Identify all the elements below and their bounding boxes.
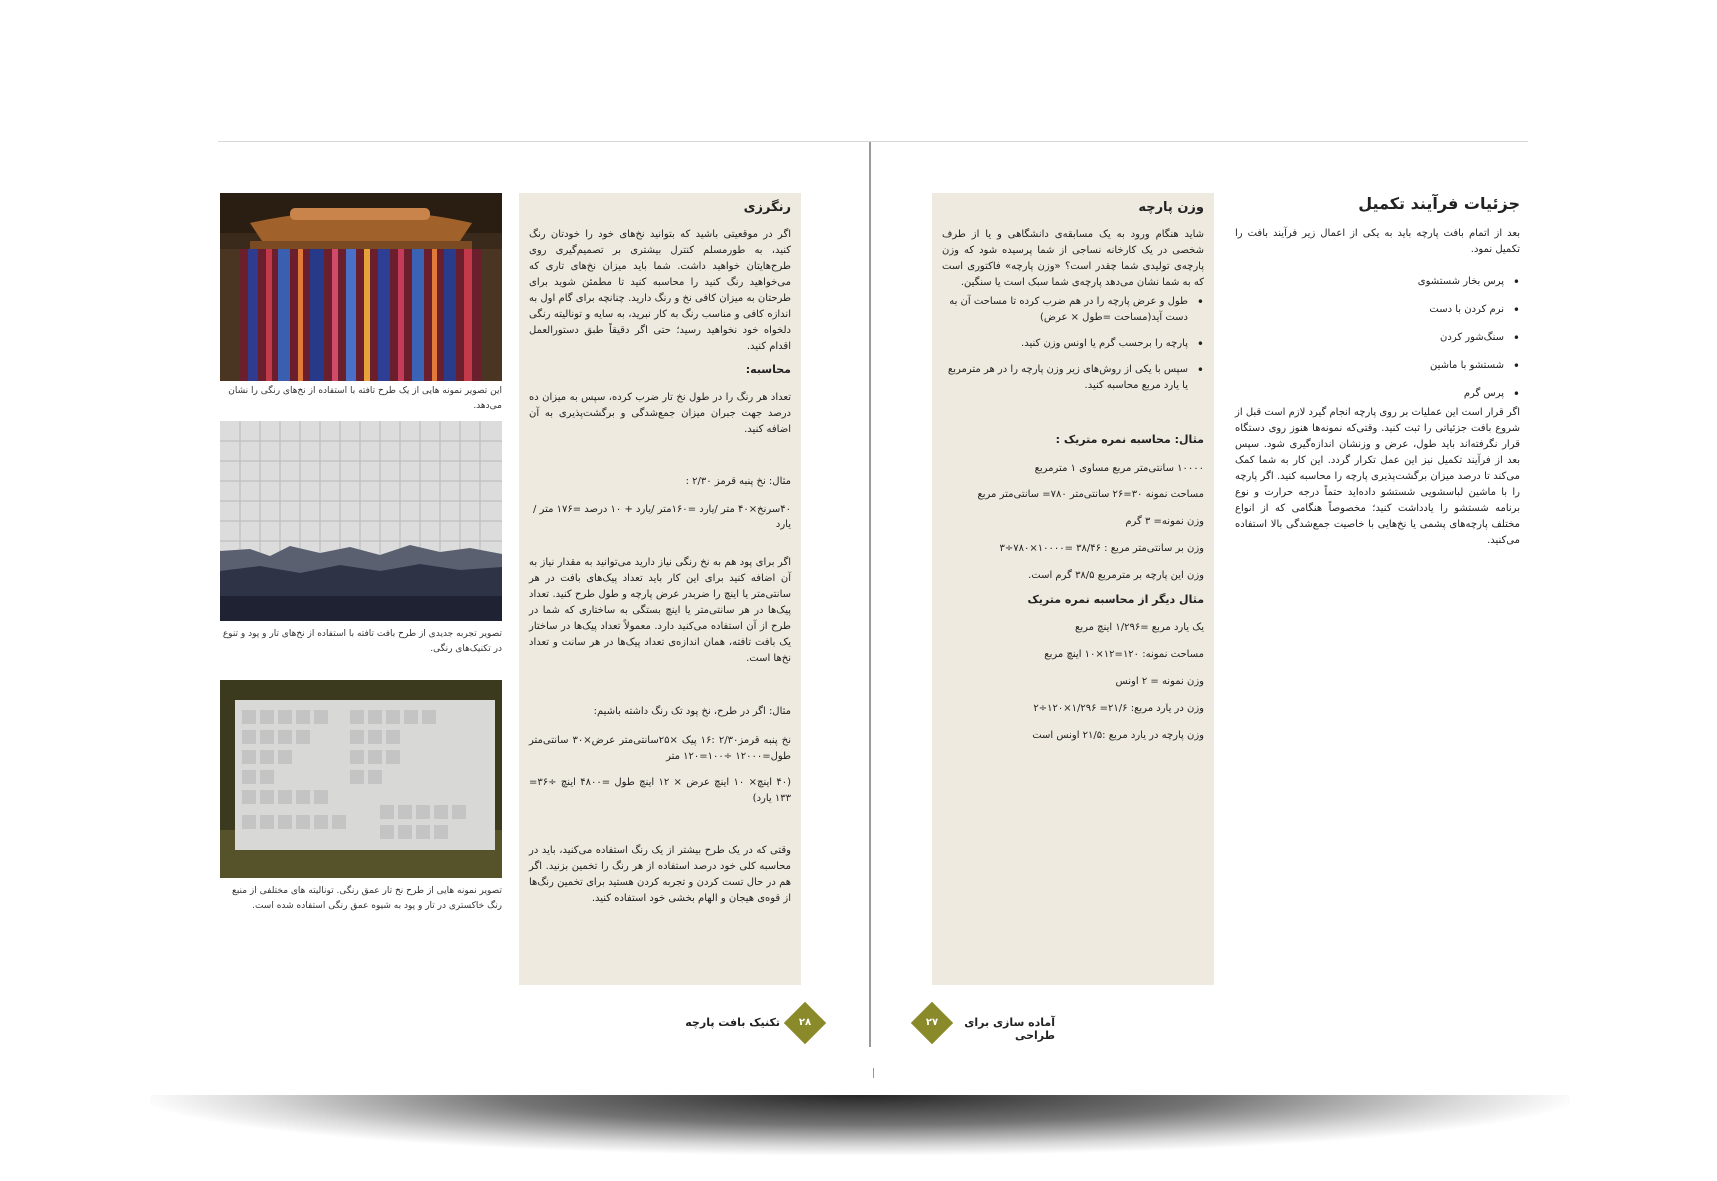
list-item: • نرم کردن با دست [1300, 296, 1520, 324]
example1-line: مساحت نمونه ۳۰=۲۶ سانتی‌متر ۷۸۰= سانتی‌متر مربع [977, 489, 1204, 500]
finishing-list [1300, 268, 1520, 408]
finishing-paragraph: اگر قرار است این عملیات بر روی پارچه انجام گیرد لازم است قبل از شروع بافت جزئیاتی را ثبت کنید. وقتی‌که نمونه‌ها هنوز روی دستگاه قرار نگرفته‌اند باید طول، عرض و وزنشان اندازه‌گیری شود. سپس بعد از فرآیند تکمیل نیز این عمل تکرار گردد. این کار به شما کمک می‌کند تا درصد میزان برگشت‌پذیری پارچه را محاسبه کنید. اگر پارچه را با ماشین لباسشویی شستشو داده‌اید حتماً درجه حرارت و نوع برنامه شستشو را یادداشت کنید؛ مخصوصاً هنگامی که از انواع مختلف پارچه‌های پشمی یا نخ‌هایی با خاصیت جمع‌شدگی بالا استفاده می‌کنید. [1235, 407, 1520, 546]
example1-line: ۱۰۰۰۰ سانتی‌متر مربع مساوی ۱ مترمربع [1034, 463, 1204, 474]
example1-line: وزن این پارچه بر مترمربع ۳۸/۵ گرم است. [1028, 570, 1204, 581]
list-item: • سپس با یکی از روش‌های زیر وزن پارچه را در هر مترمربع یا یارد مربع محاسبه کنید. [942, 362, 1204, 394]
example2-line: (۴۰ اینچ× ۱۰ اینچ عرض × ۱۲ اینچ طول =۴۸۰۰ اینچ ÷۳۶= ۱۳۳ یارد) [529, 777, 792, 804]
list-item: • شستشو با ماشین [1300, 352, 1520, 380]
grid-sample-photo [220, 421, 502, 621]
multicolor-paragraph: وقتی که در یک طرح بیشتر از یک رنگ استفاده می‌کنید، باید در محاسبه کلی خود درصد استفاده از هر رنگ را تخمین بزنید. اگر هم در حال تست کردن و تجربه کردن هستید برای تخمین رنگ‌ها از قوه‌ی هیجان و الهام بخشی خود استفاده کنید. [529, 845, 791, 904]
page-number: ۲۷ [925, 1017, 939, 1028]
footer-chapter-title: تکنیک بافت پارچه [685, 1016, 780, 1029]
example1-title: مثال: محاسبه نمره متریک : [1055, 433, 1204, 446]
page-number: ۲۸ [798, 1017, 812, 1028]
swatch-board-graphic [220, 680, 502, 878]
weft-paragraph: اگر برای پود هم به نخ رنگی نیاز دارید می‌توانید به مقدار نیاز به آن اضافه کنید برای این کار باید تعداد پیک‌های بافت در هر سانتی‌متر یا اینچ را ضربدر عرض پارچه و طول طرح کنید. تعداد پیک‌ها در هر سانتی‌متر یا اینچ بستگی به ساختاری که شما در طرح از آن استفاده می‌کنید دارد. معمولاً تعداد پیک‌ها در ساختار یک بافت تافته، همان اندازه‌ی تعداد پیک‌ها در هر سانت و تعداد نخ‌ها است. [529, 557, 791, 664]
list-item: • پارچه را برحسب گرم یا اونس وزن کنید. [942, 336, 1204, 352]
box-title: وزن پارچه [1138, 200, 1204, 215]
example2-line: یک یارد مربع =۱/۲۹۶ اینچ مربع [1075, 622, 1204, 633]
example2-line: وزن پارچه در یارد مربع :۲۱/۵ اونس است [1032, 730, 1204, 741]
swatch-board-photo [220, 680, 502, 878]
grid-sample-graphic [220, 421, 502, 621]
top-rule [218, 141, 1528, 142]
main-title: جزئیات فرآیند تکمیل [1358, 194, 1520, 213]
loom-photo [220, 193, 502, 381]
image-caption: تصویر تجربه جدیدی از طرح بافت تافته با استفاده از نخ‌های تار و پود و تنوع در تکنیک‌های رنگی. [222, 629, 502, 654]
footer-chapter-title: آماده سازی برای طراحی [964, 1016, 1055, 1042]
list-item: • سنگ‌شور کردن [1300, 324, 1520, 352]
example1-line: وزن نمونه= ۳ گرم [1125, 516, 1204, 527]
loom-photo-graphic [220, 193, 502, 381]
example2-title: مثال دیگر از محاسبه نمره متریک [1027, 593, 1204, 606]
intro-text: بعد از اتمام بافت پارچه باید به یکی از اعمال زیر فرآیند بافت را تکمیل نمود. [1235, 228, 1520, 255]
example1-line: وزن بر سانتی‌متر مربع : ۳۸/۴۶ =۱۰۰۰۰×۷۸۰÷۳ [999, 543, 1204, 554]
example2-line: مساحت نمونه: ۱۲۰=۱۲×۱۰ اینچ مربع [1044, 649, 1204, 660]
book-spine [869, 142, 871, 1047]
list-item: • پرس بخار شستشوی [1300, 268, 1520, 296]
example1-line: ۴۰سرنخ×۴۰ متر /یارد =۱۶۰متر /یارد + ۱۰ درصد =۱۷۶ متر /یارد [533, 504, 791, 530]
weight-steps [942, 294, 1204, 394]
fabric-weight-box [932, 193, 1214, 985]
box-title: رنگرزی [743, 200, 791, 215]
spine-mark [873, 1068, 874, 1078]
example2-label: مثال: اگر در طرح، نخ پود تک رنگ داشته باشیم: [593, 706, 791, 717]
box-paragraph: شاید هنگام ورود به یک مسابقه‌ی دانشگاهی و یا از طرف شخصی در یک کارخانه نساجی از شما پرسیده شود که وزن پارچه‌ی تولیدی شما چقدر است؟ «وزن پارچه» فاکتوری است که به شما نشان می‌دهد پارچه‌ی شما سبک است یا سنگین. [942, 229, 1204, 288]
list-item: • پرس گرم [1300, 380, 1520, 408]
dyeing-box [519, 193, 801, 985]
image-caption: این تصویر نمونه هایی از یک طرح تافته با استفاده از نخ‌های رنگی را نشان می‌دهد. [228, 386, 502, 411]
book-shadow [150, 1095, 1570, 1155]
calc-title: محاسبه: [745, 363, 791, 376]
dyeing-paragraph: اگر در موقعیتی باشید که بتوانید نخ‌های خود را خودتان رنگ کنید، به طورمسلم کنترل بیشتری بر تصمیم‌گیری روی طرح‌هایتان خواهید داشت. شما باید میزان نخ‌های تاری که می‌خواهید رنگ کنید را محاسبه کنید تا مطمئن شوید برای طرحتان به میزان کافی نخ و رنگ دارید. چنانچه برای گام اول به اندازه کافی و مناسب رنگ به کار نبرید، به سایه و تونالیته رنگی دلخواه خود نخواهید رسید؛ حتی اگر دقیقاً طبق دستورالعمل اقدام کنید. [529, 229, 791, 352]
example2-line: وزن در یارد مربع: ۲۱/۶= ۱/۲۹۶×۱۲۰÷۲ [1033, 703, 1204, 714]
example2-line: نخ پنبه قرمز۲/۳۰ :۱۶ پیک ×۲۵سانتی‌متر عرض×۳۰ سانتی‌متر طول=۱۲۰۰۰ ÷۱۰۰=۱۲۰ متر [529, 735, 791, 762]
example2-line: وزن نمونه = ۲ اونس [1115, 676, 1204, 687]
example1-label: مثال: نخ پنبه قرمز ۲/۳۰ : [685, 476, 791, 487]
list-item: • طول و عرض پارچه را در هم ضرب کرده تا مساحت آن به دست آید(مساحت =طول × عرض) [942, 294, 1204, 326]
calc-paragraph: تعداد هر رنگ را در طول نخ تار ضرب کرده، سپس به میزان ده درصد جهت جبران میزان جمع‌شدگی و برگشت‌پذیری به آن اضافه کنید. [529, 392, 791, 435]
image-caption: تصویر نمونه هایی از طرح نخ تار عمق رنگی. تونالیته های مختلفی از منبع رنگ خاکستری در تار و پود به شیوه عمق رنگی استفاده شده است. [232, 886, 502, 911]
